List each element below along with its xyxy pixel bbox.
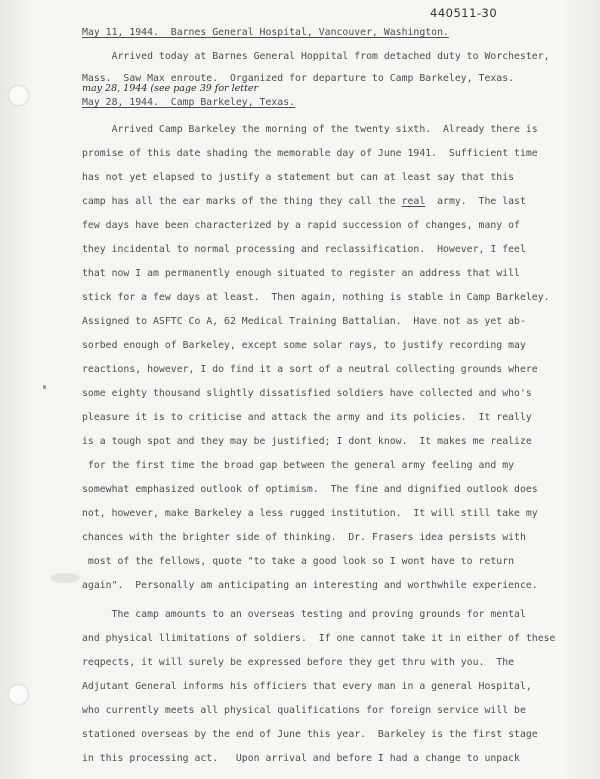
text-line: that now I am permanently enough situated to register an address that will — [82, 268, 520, 279]
text-line: chances with the brighter side of thinking. Dr. Frasers idea persists with — [82, 532, 526, 543]
text-line: The camp amounts to an overseas testing and proving grounds for mental — [82, 609, 526, 620]
stray-mark — [43, 385, 46, 389]
text-segment: camp has all the ear marks of the thing they call the — [82, 196, 402, 207]
text-line: sorbed enough of Barkeley, except some solar rays, to justify recording may — [82, 340, 526, 351]
text-line: somewhat emphasized outlook of optimism. The fine and dignified outlook does — [82, 484, 538, 495]
text-line: reqpects, it will surely be expressed before they get thru with you. The — [82, 657, 515, 668]
text-line: promise of this date shading the memorable day of June 1941. Sufficient time — [82, 148, 538, 159]
text-line: stick for a few days at least. Then again, nothing is stable in Camp Barkeley. — [82, 292, 550, 303]
text-line: and physical llimitations of soldiers. If one cannot take it in either of these — [82, 633, 556, 644]
text-line: few days have been characterized by a rapid succession of changes, many of — [82, 220, 520, 231]
entry-heading: May 28, 1944. Camp Barkeley, Texas. — [82, 97, 296, 108]
text-line: again". Personally am anticipating an interesting and worthwhile experience. — [82, 580, 538, 591]
text-line: pleasure it is to criticise and attack the army and its policies. It really — [82, 412, 532, 423]
text-line: in this processing act. Upon arrival and before I had a change to unpack — [82, 753, 520, 764]
text-line: Arrived today at Barnes General Hoppital from detached duty to Worchester, — [82, 51, 550, 62]
text-segment: army. The last — [425, 196, 526, 207]
text-line: most of the fellows, quote "to take a good look so I wont have to return — [82, 556, 515, 567]
text-line: is a tough spot and they may be justified; I dont know. It makes me realize — [82, 436, 532, 447]
text-line: has not yet elapsed to justify a statement but can at least say that this — [82, 172, 515, 183]
text-line: for the first time the broad gap between the general army feeling and my — [82, 460, 515, 471]
text-line: Mass. Saw Max enroute. Organized for departure to Camp Barkeley, Texas. — [82, 73, 515, 84]
punch-hole — [8, 85, 29, 106]
text-line: Assigned to ASFTC Co A, 62 Medical Training Battalian. Have not as yet ab- — [82, 316, 526, 327]
text-line — [82, 196, 526, 207]
text-line: reactions, however, I do find it a sort of a neutral collecting grounds where — [82, 364, 538, 375]
text-line: not, however, make Barkeley a less rugged institution. It will still take my — [82, 508, 538, 519]
document-id: 440511-30 — [430, 6, 498, 20]
underlined-word: real — [401, 196, 426, 207]
entry-heading: May 11, 1944. Barnes General Hospital, Vancouver, Washington. — [82, 27, 449, 38]
text-line: Adjutant General informs his officiers that every man in a general Hospital, — [82, 681, 532, 692]
text-line: stationed overseas by the end of June this year. Barkeley is the first stage — [82, 729, 538, 740]
text-line: who currently meets all physical qualifications for foreign service will be — [82, 705, 526, 716]
text-line: they incidental to normal processing and reclassification. However, I feel — [82, 244, 526, 255]
handwritten-note: may 28, 1944 (see page 39 for letter — [82, 83, 259, 94]
text-line: some eighty thousand slightly dissatisfied soldiers have collected and who's — [82, 388, 532, 399]
text-line: Arrived Camp Barkeley the morning of the twenty sixth. Already there is — [82, 124, 538, 135]
smudge — [50, 573, 80, 583]
punch-hole — [8, 684, 29, 705]
